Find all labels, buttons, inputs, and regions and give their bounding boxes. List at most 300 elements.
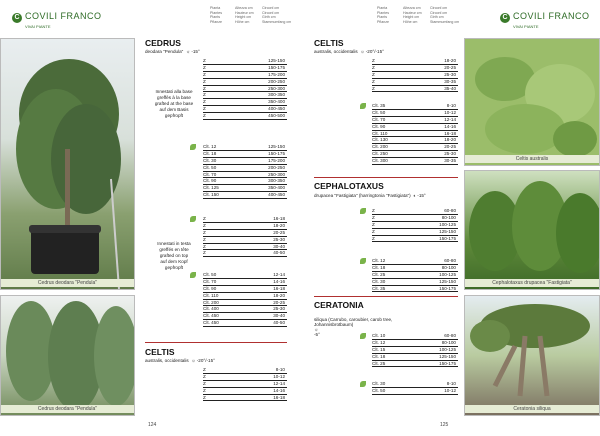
- photo-caption: Cephalotaxus drupacea "Fastigiata": [465, 279, 599, 287]
- size-range: 350-400: [268, 185, 285, 191]
- container-size: Clt. 30: [372, 278, 386, 284]
- section-subtitle-celtis: [145, 358, 215, 363]
- container-size: Z: [372, 228, 375, 234]
- container-size: Z: [372, 85, 375, 91]
- table-row: [203, 113, 287, 120]
- container-size: Z: [372, 208, 375, 213]
- section-subtitle-celtis: [314, 49, 384, 54]
- label: Girth cm: [262, 15, 276, 20]
- size-range: 400-450: [268, 106, 285, 112]
- table-row: [372, 117, 458, 124]
- table-celtis-z: [372, 58, 458, 92]
- size-range: 100-125: [439, 271, 456, 277]
- hardiness-value: -20°/-15°: [365, 49, 384, 54]
- container-size: Clt. 130: [372, 137, 388, 143]
- container-size: Clt. 12: [372, 339, 386, 345]
- right-page: [300, 0, 600, 436]
- table-row: [203, 158, 287, 165]
- table-row: [203, 313, 287, 320]
- size-range: 30-35: [444, 158, 456, 164]
- size-range: 30-35: [444, 78, 456, 84]
- container-size: Clt. 450: [203, 313, 219, 319]
- container-size: Clt. 90: [203, 285, 217, 291]
- container-size: Clt. 18: [203, 150, 217, 156]
- container-size: Clt. 12: [372, 258, 386, 263]
- logo-leaf-icon: C: [12, 13, 22, 23]
- section-title-ceratonia: CERATONIA: [314, 300, 364, 310]
- size-range: 125-150: [268, 144, 285, 149]
- photo-cedrus-pendula-1: [0, 38, 135, 290]
- container-size: Clt. 10: [372, 333, 386, 338]
- table-row: [372, 222, 458, 229]
- container-size: Clt. 50: [372, 387, 386, 393]
- header-labels-plant: [210, 6, 222, 24]
- container-size: Z: [372, 221, 375, 227]
- label: Plantes: [210, 10, 222, 15]
- logo-sub: VIVAI PIANTE: [25, 24, 51, 29]
- sun-icon: ☼: [360, 49, 365, 54]
- table-row: [372, 65, 458, 72]
- container-size: Clt. 90: [203, 178, 217, 184]
- size-range: 200-250: [268, 164, 285, 170]
- size-range: 100-125: [439, 221, 456, 227]
- size-range: 125-150: [268, 58, 285, 63]
- size-range: 12-14: [273, 380, 285, 386]
- size-range: 20-25: [444, 144, 456, 150]
- container-size: Z: [203, 380, 206, 386]
- section-title-celtis: CELTIS: [314, 38, 344, 48]
- note-grafted-base: Innestati alla base greffés à la base grafted at the base auf dem Basis gepfropft: [154, 89, 194, 118]
- label: Altezza cm: [403, 6, 421, 10]
- size-range: 8-10: [275, 367, 285, 372]
- table-row: [372, 86, 458, 93]
- note-grafted-top: Innestati in testa greffés en tête grafted on top auf dem Kopf gepfropft: [157, 241, 191, 270]
- size-range: 100-125: [439, 346, 456, 352]
- size-range: 250-300: [268, 85, 285, 91]
- container-size: Clt. 450: [203, 320, 219, 326]
- label: Höhe cm: [403, 19, 418, 24]
- brand-logo: [12, 6, 102, 29]
- table-row: [372, 131, 458, 138]
- table-row: [203, 374, 287, 381]
- container-size: Clt. 200: [372, 144, 388, 150]
- label: Circonf.cm: [430, 10, 448, 15]
- size-range: 14-16: [444, 123, 456, 129]
- header-labels-girth: [430, 6, 459, 24]
- size-range: 16-18: [444, 130, 456, 136]
- container-size: Clt. 18: [372, 264, 386, 270]
- table-row: [372, 265, 458, 272]
- table-row: [372, 340, 458, 347]
- table-row: [203, 92, 287, 99]
- label: Plantes: [377, 10, 389, 15]
- table-celtis-left: [203, 367, 287, 401]
- container-size: Clt. 70: [203, 278, 217, 284]
- table-row: [203, 99, 287, 106]
- subtitle-text: australis, occidentalis: [145, 358, 189, 363]
- label: Pianta: [377, 6, 388, 10]
- size-range: 150-175: [268, 150, 285, 156]
- header-labels-height: [403, 6, 422, 24]
- container-leaf-icon: [190, 216, 196, 222]
- section-title-cephalotaxus: CEPHALOTAXUS: [314, 181, 384, 191]
- container-size: Z: [372, 78, 375, 84]
- size-range: 12-14: [273, 272, 285, 277]
- size-range: 350-400: [268, 99, 285, 105]
- table-row: [372, 124, 458, 131]
- table-row: [372, 110, 458, 117]
- size-range: 150-175: [439, 235, 456, 241]
- table-row: [372, 158, 458, 165]
- label: Stammumfang cm: [430, 19, 460, 24]
- container-size: Z: [203, 250, 206, 256]
- table-row: [203, 86, 287, 93]
- size-range: 12-14: [444, 116, 456, 122]
- container-size: Z: [203, 92, 206, 98]
- page-number: 125: [440, 422, 449, 428]
- table-row: [372, 272, 458, 279]
- container-size: Clt. 70: [372, 116, 386, 122]
- table-row: [372, 208, 458, 215]
- size-range: 80-100: [441, 214, 456, 220]
- subtitle-text: australis, occidentalis: [314, 49, 358, 54]
- size-range: 35-40: [444, 85, 456, 91]
- label: Girth cm: [430, 15, 444, 20]
- container-size: Z: [203, 394, 206, 400]
- container-size: Z: [203, 216, 206, 221]
- size-range: 18-20: [273, 222, 285, 228]
- table-row: [203, 300, 287, 307]
- container-size: Clt. 25: [372, 271, 386, 277]
- table-row: [203, 279, 287, 286]
- label: Hauteur cm: [235, 10, 254, 15]
- label: Circonf.cm: [430, 6, 448, 10]
- size-range: 450-500: [268, 113, 285, 119]
- table-row: [203, 216, 287, 223]
- table-row: [203, 79, 287, 86]
- table-row: [203, 185, 287, 192]
- size-range: 60-80: [444, 333, 456, 338]
- size-range: 125-150: [439, 228, 456, 234]
- table-row: [372, 79, 458, 86]
- container-size: Z: [203, 387, 206, 393]
- container-size: Z: [372, 214, 375, 220]
- size-range: 175-200: [268, 157, 285, 163]
- size-range: 30-40: [273, 243, 285, 249]
- section-title-cedrus: CEDRUS: [145, 38, 181, 48]
- table-row: [203, 244, 287, 251]
- table-row: [372, 58, 458, 65]
- label: Plants: [377, 15, 387, 20]
- table-cephalotaxus-clt: [372, 258, 458, 292]
- photo-cedrus-pendula-2: [0, 295, 135, 416]
- sun-icon: ☼: [191, 358, 196, 363]
- hardiness-value: -15°: [417, 193, 426, 198]
- table-row: [372, 347, 458, 354]
- photo-caption: Cedrus deodara "Pendula": [1, 279, 134, 287]
- size-range: 300-350: [268, 178, 285, 184]
- size-range: 150-175: [268, 64, 285, 70]
- container-size: Clt. 50: [372, 109, 386, 115]
- container-size: Clt. 30: [372, 381, 386, 386]
- photo-cephalotaxus: [464, 170, 600, 290]
- section-subtitle-cedrus: [145, 49, 200, 54]
- table-row: [372, 236, 458, 243]
- size-range: 10-12: [444, 109, 456, 115]
- size-range: 16-18: [273, 285, 285, 291]
- table-ceratonia-1: [372, 333, 458, 367]
- size-range: 10-12: [444, 387, 456, 393]
- table-row: [372, 144, 458, 151]
- size-range: 8-10: [446, 103, 456, 108]
- container-size: Z: [203, 243, 206, 249]
- size-range: 16-18: [273, 394, 285, 400]
- container-size: Z: [203, 99, 206, 105]
- container-size: Z: [372, 64, 375, 70]
- container-size: Clt. 110: [203, 292, 219, 298]
- size-range: 200-250: [268, 78, 285, 84]
- size-range: 18-20: [273, 292, 285, 298]
- label: Pflanze: [377, 19, 389, 24]
- size-range: 18-20: [444, 137, 456, 143]
- container-leaf-icon: [360, 208, 366, 214]
- table-row: [372, 103, 458, 110]
- logo-name: COVILI FRANCO: [25, 11, 102, 21]
- table-row: [203, 395, 287, 402]
- table-row: [203, 388, 287, 395]
- container-size: Z: [372, 58, 375, 63]
- label: Circonf.cm: [262, 10, 280, 15]
- size-range: 40-50: [273, 320, 285, 326]
- size-range: 60-80: [444, 258, 456, 263]
- container-size: Z: [203, 222, 206, 228]
- size-range: 300-350: [268, 92, 285, 98]
- size-range: 20-25: [444, 64, 456, 70]
- size-range: 20-25: [273, 299, 285, 305]
- section-subtitle-cephalotaxus: [314, 193, 426, 198]
- label: Altezza cm: [235, 6, 253, 10]
- table-ceratonia-2: [372, 381, 458, 395]
- photo-ceratonia: [464, 295, 600, 416]
- table-celtis-clt: [372, 103, 458, 165]
- table-row: [372, 388, 458, 395]
- table-cedrus-2: [203, 144, 287, 199]
- table-row: [203, 172, 287, 179]
- table-row: [203, 144, 287, 151]
- photo-caption: Cedrus deodara "Pendula": [1, 405, 134, 413]
- container-leaf-icon: [360, 381, 366, 387]
- label: Circonf.cm: [262, 6, 280, 10]
- container-size: Clt. 30: [203, 157, 217, 163]
- section-title-celtis: CELTIS: [145, 347, 175, 357]
- container-size: Z: [203, 367, 206, 372]
- photo-caption: Ceratonia siliqua: [465, 405, 599, 413]
- table-row: [372, 361, 458, 368]
- size-range: 14-16: [273, 278, 285, 284]
- sun-icon: ☼: [185, 49, 191, 54]
- table-row: [372, 279, 458, 286]
- container-size: Z: [203, 373, 206, 379]
- table-row: [203, 293, 287, 300]
- section-divider: [145, 342, 287, 343]
- hardiness-value: -5°: [314, 332, 320, 337]
- container-size: Clt. 300: [372, 158, 388, 164]
- table-row: [203, 178, 287, 185]
- table-row: [372, 381, 458, 388]
- table-row: [203, 250, 287, 257]
- container-size: Clt. 18: [372, 353, 386, 359]
- container-size: Clt. 50: [203, 164, 217, 170]
- table-cephalotaxus-z: [372, 208, 458, 242]
- brand-logo: [500, 6, 590, 29]
- table-row: [372, 286, 458, 293]
- container-size: Z: [203, 236, 206, 242]
- section-divider: [314, 177, 458, 178]
- logo-sub: VIVAI PIANTE: [513, 24, 539, 29]
- table-row: [203, 230, 287, 237]
- size-range: 175-200: [268, 71, 285, 77]
- subtitle-text: deodara "Pendula": [145, 49, 184, 54]
- table-cedrus-1: [203, 58, 287, 120]
- table-row: [203, 381, 287, 388]
- table-row: [203, 306, 287, 313]
- container-size: Z: [203, 78, 206, 84]
- size-range: 25-30: [273, 236, 285, 242]
- size-range: 150-175: [439, 360, 456, 366]
- label: Height cm: [403, 15, 420, 20]
- container-size: Z: [203, 58, 206, 63]
- size-range: 25-30: [444, 151, 456, 157]
- header-labels-plant: [377, 6, 389, 24]
- logo-leaf-icon: C: [500, 13, 510, 23]
- size-range: 250-300: [268, 171, 285, 177]
- table-row: [203, 237, 287, 244]
- container-size: Clt. 35: [372, 103, 386, 108]
- size-range: 150-175: [439, 285, 456, 291]
- table-row: [203, 151, 287, 158]
- label: Height cm: [235, 15, 252, 20]
- table-cedrus-3: [203, 216, 287, 257]
- label: Stammumfang cm: [262, 19, 292, 24]
- logo-name: COVILI FRANCO: [513, 11, 590, 21]
- size-range: 14-16: [273, 387, 285, 393]
- table-row: [203, 192, 287, 199]
- size-range: 8-10: [446, 381, 456, 386]
- container-size: Clt. 400: [203, 306, 219, 312]
- label: Pflanze: [210, 19, 222, 24]
- table-row: [372, 72, 458, 79]
- hardiness-value: -20°/-15°: [196, 358, 215, 363]
- size-range: 10-12: [273, 373, 285, 379]
- table-row: [203, 320, 287, 327]
- container-size: Clt. 110: [372, 130, 388, 136]
- container-leaf-icon: [190, 272, 196, 278]
- container-size: Z: [203, 229, 206, 235]
- hardiness-value: -15°: [191, 49, 200, 54]
- table-row: [203, 272, 287, 279]
- container-size: Clt. 90: [372, 123, 386, 129]
- table-row: [372, 215, 458, 222]
- container-size: Z: [203, 85, 206, 91]
- container-size: Clt. 50: [203, 272, 217, 277]
- container-size: Z: [203, 71, 206, 77]
- label: Höhe cm: [235, 19, 250, 24]
- container-size: Z: [372, 71, 375, 77]
- sun-icon: ☼: [314, 327, 319, 332]
- page-number: 124: [148, 422, 157, 428]
- container-size: Z: [203, 106, 206, 112]
- container-size: Clt. 70: [203, 171, 217, 177]
- size-range: 18-20: [444, 58, 456, 63]
- table-row: [203, 286, 287, 293]
- container-leaf-icon: [360, 258, 366, 264]
- size-range: 40-50: [273, 250, 285, 256]
- container-size: Clt. 15: [372, 346, 386, 352]
- table-row: [372, 151, 458, 158]
- table-cedrus-4: [203, 272, 287, 327]
- table-row: [203, 223, 287, 230]
- container-size: Z: [372, 235, 375, 241]
- size-range: 16-18: [273, 216, 285, 221]
- container-size: Clt. 12: [203, 144, 217, 149]
- table-row: [372, 258, 458, 265]
- container-leaf-icon: [360, 333, 366, 339]
- label: Pianta: [210, 6, 221, 10]
- container-size: Clt. 125: [203, 185, 219, 191]
- table-row: [203, 165, 287, 172]
- table-row: [372, 229, 458, 236]
- subtitle-text: siliqua (Carrubo, caroubier, carob tree, Johannisbrotbaum): [314, 317, 393, 327]
- size-range: 25-30: [273, 306, 285, 312]
- container-leaf-icon: [360, 103, 366, 109]
- photo-celtis-australis: [464, 38, 600, 166]
- header-labels-height: [235, 6, 254, 24]
- section-divider: [314, 296, 458, 297]
- table-row: [203, 65, 287, 72]
- size-range: 400-450: [268, 192, 285, 198]
- size-range: 25-30: [444, 71, 456, 77]
- size-range: 20-25: [273, 229, 285, 235]
- container-size: Clt. 35: [372, 285, 386, 291]
- subtitle-text: drupacea "Fastigiata" (harringtonia "Fastigiata"): [314, 193, 411, 198]
- container-size: Z: [203, 64, 206, 70]
- container-size: Clt. 200: [203, 299, 219, 305]
- container-size: Clt. 250: [372, 151, 388, 157]
- photo-caption: Celtis australis: [465, 155, 599, 163]
- table-row: [203, 58, 287, 65]
- size-range: 80-100: [441, 264, 456, 270]
- size-range: 80-100: [441, 339, 456, 345]
- table-row: [372, 354, 458, 361]
- container-leaf-icon: [190, 144, 196, 150]
- table-row: [203, 106, 287, 113]
- size-range: 125-150: [439, 353, 456, 359]
- label: Plants: [210, 15, 220, 20]
- header-labels-girth: [262, 6, 291, 24]
- table-row: [203, 72, 287, 79]
- container-size: Clt. 150: [203, 192, 219, 198]
- size-range: 125-150: [439, 278, 456, 284]
- half-shade-icon: ◐: [413, 193, 417, 198]
- size-range: 60-80: [444, 208, 456, 213]
- table-row: [372, 137, 458, 144]
- label: Hauteur cm: [403, 10, 422, 15]
- container-size: Clt. 25: [372, 360, 386, 366]
- container-size: Z: [203, 113, 206, 119]
- table-row: [372, 333, 458, 340]
- size-range: 30-40: [273, 313, 285, 319]
- table-row: [203, 367, 287, 374]
